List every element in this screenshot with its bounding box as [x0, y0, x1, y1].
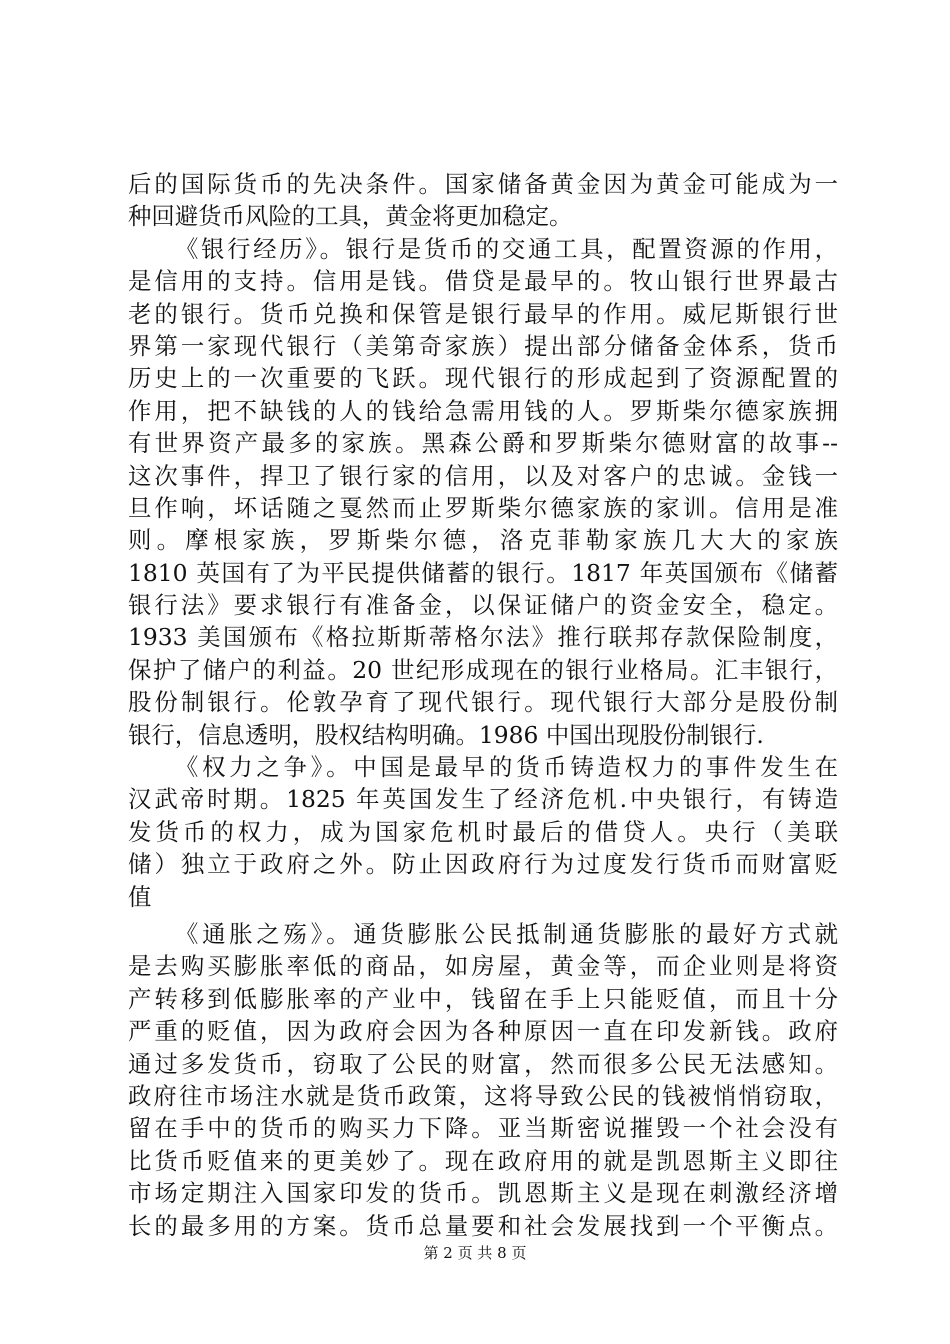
- text-line: 是去购买膨胀率低的商品，如房屋，黄金等，而企业则是将资: [128, 952, 838, 981]
- text-line: 通过多发货币，窃取了公民的财富，然而很多公民无法感知。: [128, 1049, 838, 1078]
- text-line: 后的国际货币的先决条件。国家储备黄金因为黄金可能成为一: [128, 170, 838, 198]
- text-line: 有世界资产最多的家族。黑森公爵和罗斯柴尔德财富的故事--: [128, 429, 838, 458]
- text-line: 作用，把不缺钱的人的钱给急需用钱的人。罗斯柴尔德家族拥: [128, 396, 838, 425]
- text-line: 银行，信息透明，股权结构明确。1986 中国出现股份制银行.: [128, 720, 764, 749]
- text-line: 市场定期注入国家印发的货币。凯恩斯主义是现在刺激经济增: [128, 1179, 838, 1208]
- text-line: 《通胀之殇》。通货膨胀公民抵制通货膨胀的最好方式就: [175, 919, 838, 948]
- text-line: 长的最多用的方案。货币总量要和社会发展找到一个平衡点。: [128, 1211, 838, 1240]
- paragraph-2: [128, 233, 838, 751]
- text-line: 这次事件，捍卫了银行家的信用，以及对客户的忠诚。金钱一: [128, 461, 838, 490]
- text-line: 《权力之争》。中国是最早的货币铸造权力的事件发生在: [175, 753, 838, 782]
- text-line: 银行法》要求银行有准备金，以保证储户的资金安全，稳定。: [128, 591, 838, 620]
- text-line: 种回避货币风险的工具，黄金将更加稳定。: [128, 202, 573, 231]
- text-line: 储）独立于政府之外。防止因政府行为过度发行货币而财富贬: [128, 850, 838, 879]
- text-line: 产转移到低膨胀率的产业中，钱留在手上只能贬值，而且十分: [128, 984, 838, 1013]
- text-line: 界第一家现代银行（美第奇家族）提出部分储备金体系，货币: [128, 331, 838, 360]
- text-line: 比货币贬值来的更美妙了。现在政府用的就是凯恩斯主义即往: [128, 1146, 838, 1175]
- text-line: 汉武帝时期。1825 年英国发生了经济危机.中央银行，有铸造: [128, 785, 838, 814]
- text-line: 旦作响，坏话随之戛然而止罗斯柴尔德家族的家训。信用是准: [128, 493, 838, 522]
- document-body: [128, 168, 838, 1242]
- text-line: 老的银行。货币兑换和保管是银行最早的作用。威尼斯银行世: [128, 299, 838, 328]
- text-line: 1810 英国有了为平民提供储蓄的银行。1817 年英国颁布《储蓄: [128, 558, 838, 587]
- text-line: 保护了储户的利益。20 世纪形成现在的银行业格局。汇丰银行，: [128, 655, 838, 684]
- text-line: 政府往市场注水就是货币政策，这将导致公民的钱被悄悄窃取，: [128, 1081, 838, 1110]
- page-footer: [0, 1243, 950, 1263]
- text-line: 严重的贬值，因为政府会因为各种原因一直在印发新钱。政府: [128, 1017, 838, 1046]
- text-line: 则。摩根家族，罗斯柴尔德，洛克菲勒家族几大大的家族: [128, 526, 838, 555]
- text-line: 历史上的一次重要的飞跃。现代银行的形成起到了资源配置的: [128, 364, 838, 393]
- text-line: 股份制银行。伦敦孕育了现代银行。现代银行大部分是股份制: [128, 688, 838, 717]
- page-number: 第 2 页 共 8 页: [423, 1244, 527, 1262]
- text-line: 留在手中的货币的购买力下降。亚当斯密说摧毁一个社会没有: [128, 1114, 838, 1143]
- text-line: 值: [128, 882, 152, 911]
- text-line: 《银行经历》。银行是货币的交通工具，配置资源的作用，: [175, 234, 838, 263]
- paragraph-4: [128, 918, 838, 1242]
- text-line: 1933 美国颁布《格拉斯斯蒂格尔法》推行联邦存款保险制度，: [128, 623, 838, 652]
- paragraph-3: [128, 751, 838, 913]
- text-line: 发货币的权力，成为国家危机时最后的借贷人。央行（美联: [128, 817, 838, 846]
- paragraph-1: [128, 168, 838, 233]
- text-line: 是信用的支持。信用是钱。借贷是最早的。牧山银行世界最古: [128, 267, 838, 296]
